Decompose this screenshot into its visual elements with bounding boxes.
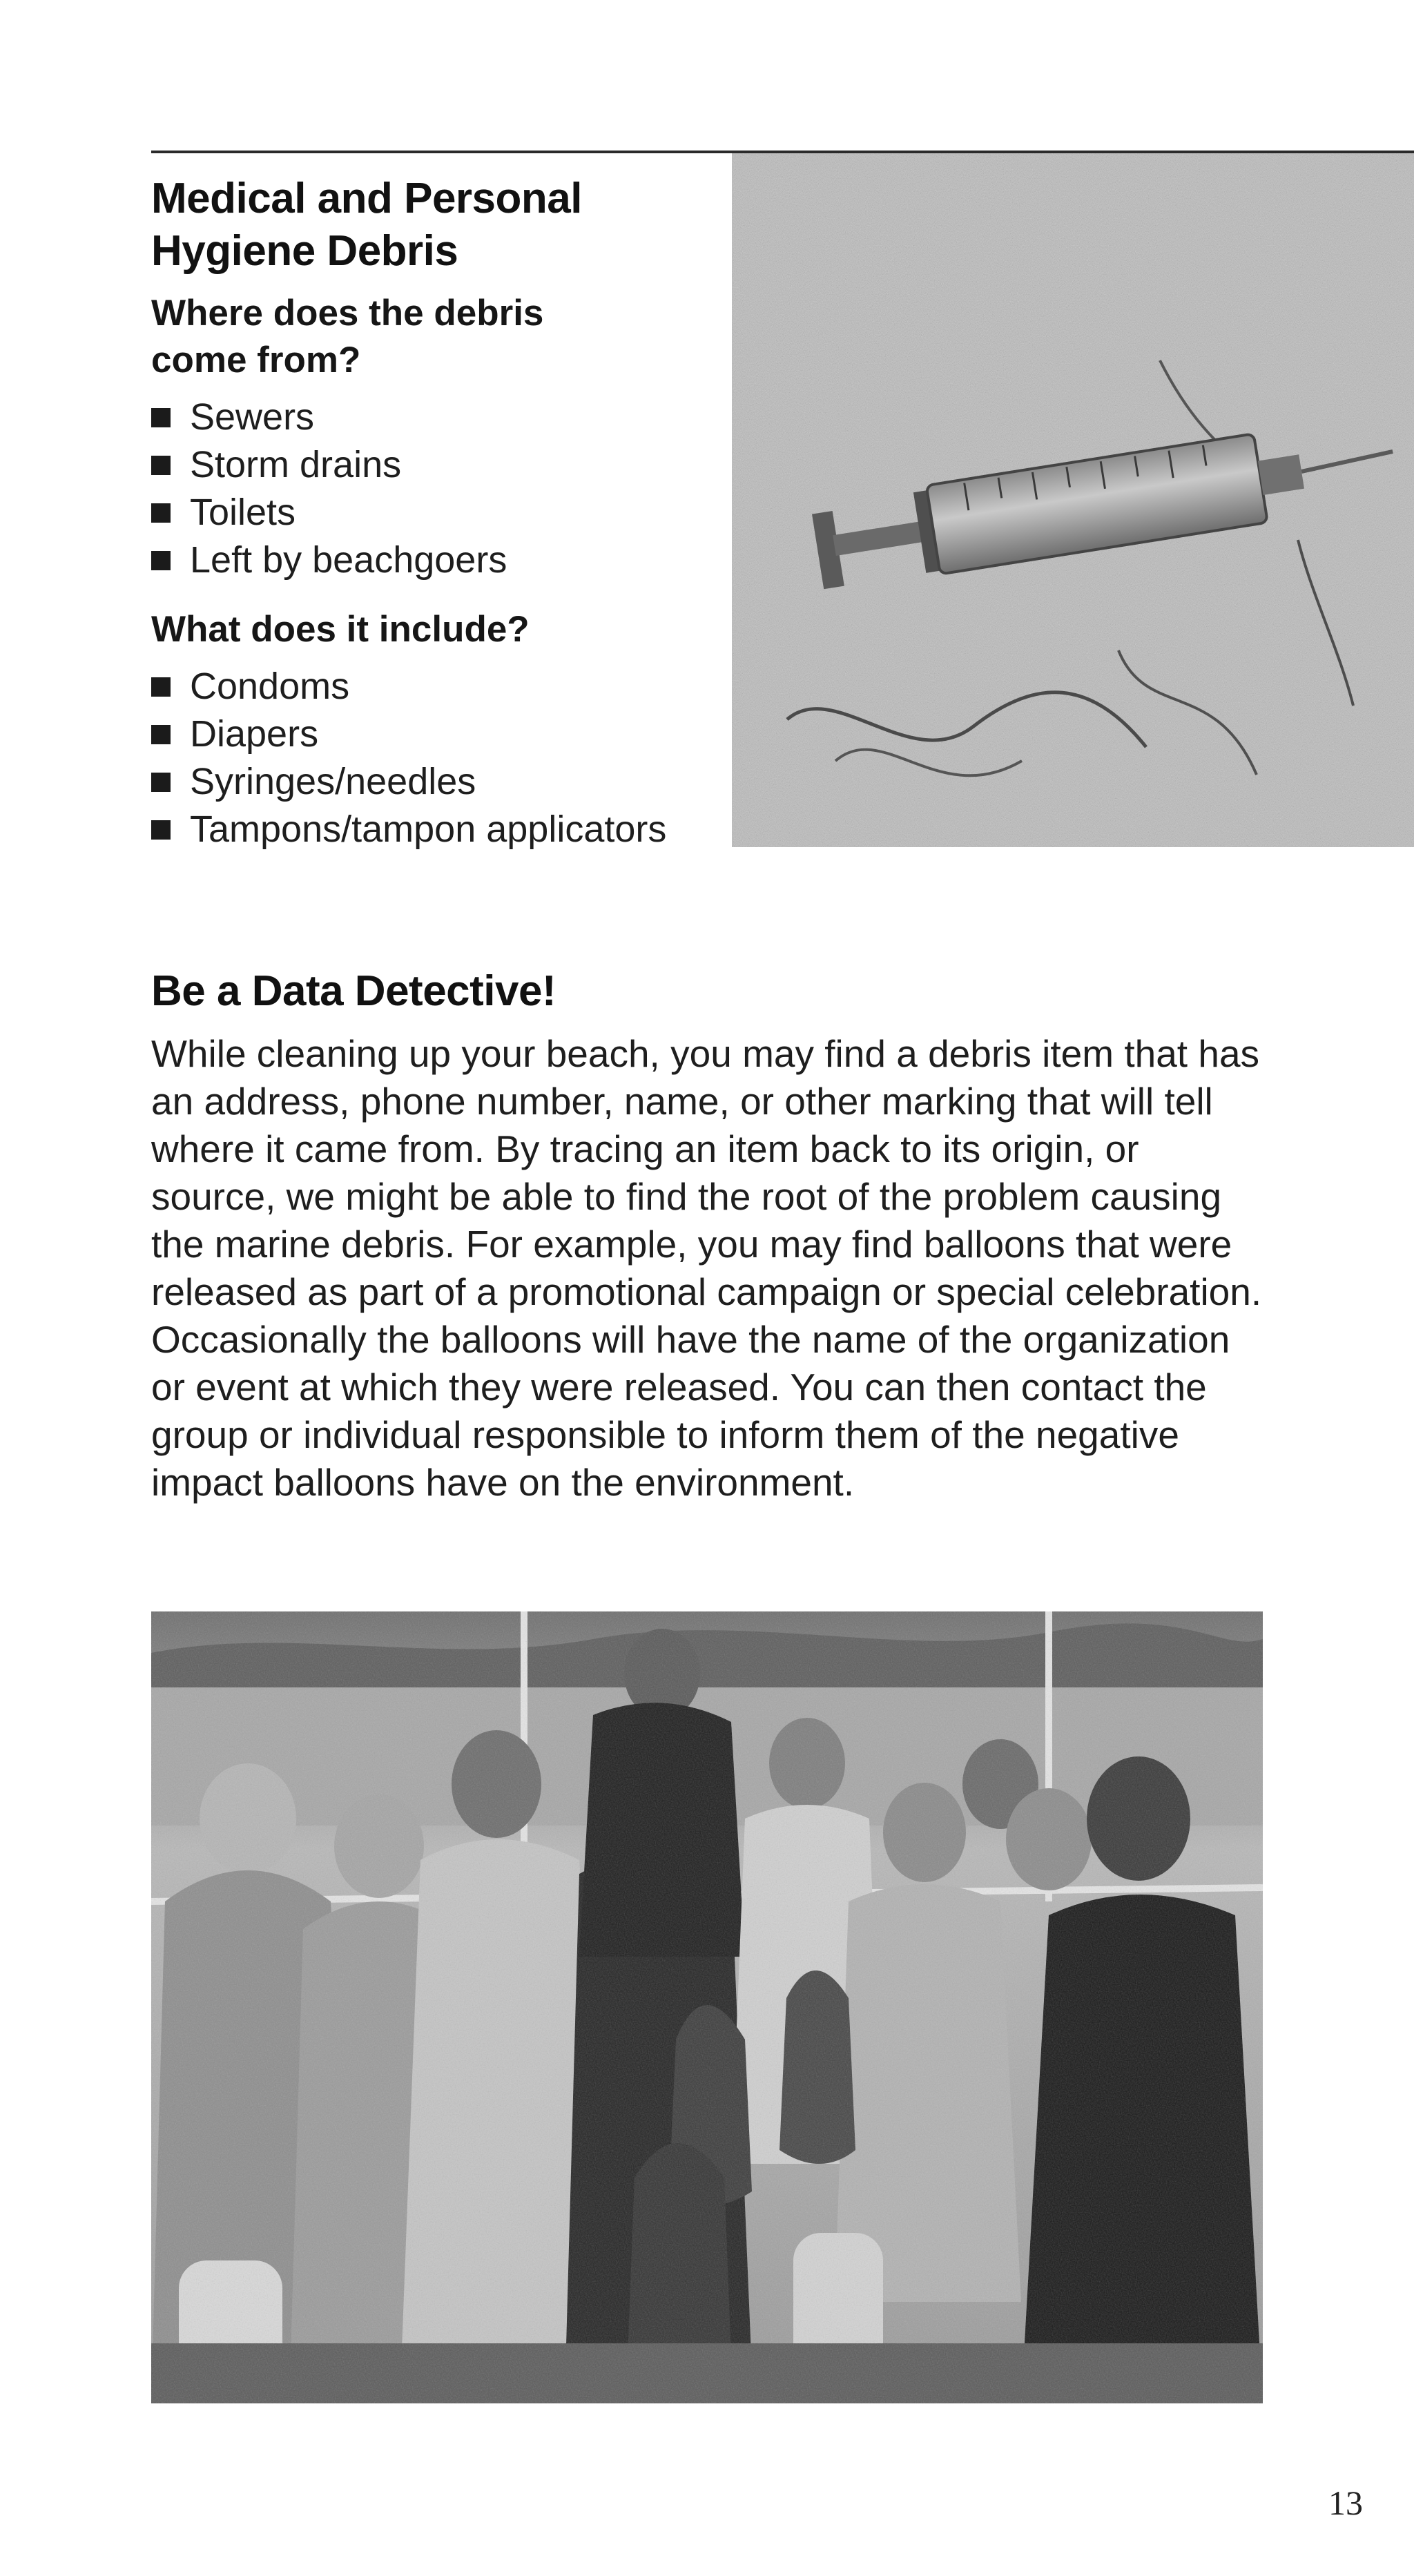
sources-heading	[151, 290, 717, 384]
square-bullet-icon	[151, 408, 171, 427]
list-item-text: Syringes/needles	[190, 761, 476, 802]
section-title-line-1: Medical and Personal	[151, 175, 582, 222]
square-bullet-icon	[151, 725, 171, 744]
list-item-text: Storm drains	[190, 444, 402, 485]
paragraph-line: the marine debris. For example, you may find balloons that were	[151, 1223, 1232, 1266]
paragraph-line: or event at which they were released. You can then contact the	[151, 1366, 1207, 1408]
sources-list	[151, 394, 717, 584]
syringe-on-sand-photo	[732, 153, 1414, 847]
square-bullet-icon	[151, 456, 171, 475]
square-bullet-icon	[151, 820, 171, 840]
data-detective-section	[151, 965, 1270, 1507]
list-item	[151, 536, 717, 584]
list-item-text: Diapers	[190, 713, 319, 755]
divers-group-photo	[151, 1611, 1263, 2403]
section-title-line-2: Hygiene Debris	[151, 227, 458, 275]
list-item	[151, 489, 717, 536]
detective-title: Be a Data Detective!	[151, 967, 556, 1015]
list-item-text: Toilets	[190, 492, 296, 533]
square-bullet-icon	[151, 677, 171, 697]
square-bullet-icon	[151, 773, 171, 792]
list-item	[151, 806, 717, 853]
sources-heading-line-2: come from?	[151, 340, 361, 380]
list-item-text: Condoms	[190, 666, 350, 707]
includes-list	[151, 663, 717, 853]
list-item	[151, 441, 717, 489]
section-title	[151, 173, 717, 278]
list-item-text: Left by beachgoers	[190, 539, 507, 581]
medical-debris-section	[151, 173, 717, 853]
paragraph-line: source, we might be able to find the root of the problem causing	[151, 1175, 1222, 1218]
paragraph-line: an address, phone number, name, or other marking that will tell	[151, 1080, 1213, 1123]
list-item-text: Sewers	[190, 396, 315, 438]
paragraph-line: While cleaning up your beach, you may find a debris item that has	[151, 1032, 1260, 1075]
list-item	[151, 394, 717, 441]
list-item	[151, 663, 717, 710]
square-bullet-icon	[151, 503, 171, 523]
list-item	[151, 758, 717, 806]
list-item-text: Tampons/tampon applicators	[190, 808, 667, 850]
paragraph-line: where it came from. By tracing an item back to its origin, or	[151, 1127, 1139, 1170]
paragraph-line: impact balloons have on the environment.	[151, 1461, 855, 1504]
detective-paragraph	[151, 1030, 1270, 1507]
paragraph-line: released as part of a promotional campaign or special celebration.	[151, 1270, 1262, 1313]
paragraph-line: group or individual responsible to inform them of the negative	[151, 1413, 1179, 1456]
square-bullet-icon	[151, 551, 171, 570]
page-number: 13	[1328, 2483, 1363, 2522]
includes-heading: What does it include?	[151, 609, 530, 650]
paragraph-line: Occasionally the balloons will have the name of the organization	[151, 1318, 1230, 1361]
list-item	[151, 710, 717, 758]
sources-heading-line-1: Where does the debris	[151, 293, 544, 333]
